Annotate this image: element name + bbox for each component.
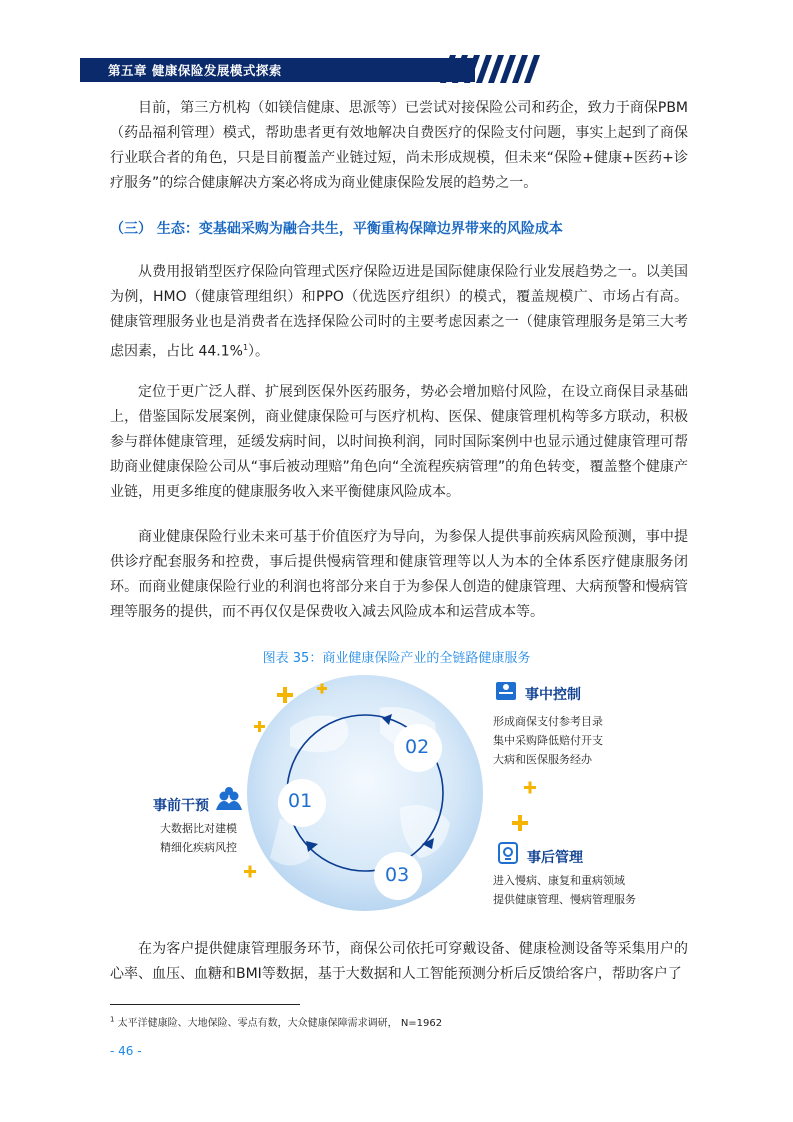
paragraph-managed-care [110,260,688,365]
chapter-title: 第五章 健康保险发展模式探索 [108,63,282,78]
paragraph-managed-care-end: ）。 [248,343,270,360]
stage-03-title: 事后管理 [527,850,583,866]
section-heading: （三） 生态：变基础采购为融合共生，平衡重构保障边界带来的风险成本 [110,221,563,237]
health-service-cycle-diagram [140,668,660,918]
chapter-header-bar [80,58,475,82]
users-icon [216,787,242,810]
stage-03-number: 03 [385,864,410,886]
paragraph-pbm: 目前，第三方机构（如镁信健康、思派等）已尝试对接保险公司和药企，致力于商保PBM（药品福利管理）模式，帮助患者更有效地解决自费医疗的保险支付问题，事实上起到了商保行业联合者的角色，只是目前覆盖产业链过短，尚未形成规模，但未来“保险+健康+医药+诊疗服务”的综合健康解决方案必将成为商业健康保险发展的趋势之一。 [110,100,688,191]
stage-01-line-1: 大数据比对建模 [160,822,237,835]
shield-doc-icon [499,843,517,863]
stage-02-line-2: 集中采购降低赔付开支 [493,734,603,747]
monitor-icon [496,682,516,700]
footnote-number: 1 [110,1015,115,1024]
header-stripes-decoration [440,55,540,83]
paragraph-value-care: 商业健康保险行业未来可基于价值医疗为导向，为参保人提供事前疾病风险预测，事中提供诊疗配套服务和控费，事后提供慢病管理和健康管理等以人为本的全体系医疗健康服务闭环。而商业健康保险行业的利润也将部分来自于为参保人创造的健康管理、大病预警和慢病管理等服务的提供，而不再仅仅是保费收入减去风险成本和运营成本等。 [110,529,688,620]
stage-02-title: 事中控制 [525,687,581,703]
stage-01-title: 事前干预 [153,798,209,814]
stage-03-line-1: 进入慢病、康复和重病领域 [493,874,625,887]
page-number: - 46 - [110,1044,142,1058]
stage-01-number: 01 [288,790,313,812]
stage-02-line-3: 大病和医保服务经办 [493,753,592,766]
stage-02-line-1: 形成商保支付参考目录 [493,715,603,728]
figure-caption: 图表 35：商业健康保险产业的全链路健康服务 [262,651,531,666]
paragraph-wearables: 在为客户提供健康管理服务环节，商保公司依托可穿戴设备、健康检测设备等采集用户的心率、血压、血糖和BMI等数据，基于大数据和人工智能预测分析后反馈给客户，帮助客户了 [110,941,688,982]
footnote-ref: 1 [242,343,249,352]
paragraph-managed-care-text: 从费用报销型医疗保险向管理式医疗保险迈进是国际健康保险行业发展趋势之一。以美国为例，HMO（健康管理组织）和PPO（优选医疗组织）的模式，覆盖规模广、市场占有高。健康管理服务业也是消费者在选择保险公司时的主要考虑因素之一（健康管理服务是第三大考虑因素，占比 44.1% [110,264,688,360]
footnote-divider [110,1004,300,1005]
footnote [110,1014,442,1029]
stage-02-number: 02 [405,736,430,758]
stage-01-line-2: 精细化疾病风控 [160,841,237,854]
stage-03-line-2: 提供健康管理、慢病管理服务 [493,893,636,906]
paragraph-risk-balance: 定位于更广泛人群、扩展到医保外医药服务，势必会增加赔付风险，在设立商保目录基础上，借鉴国际发展案例，商业健康保险可与医疗机构、医保、健康管理机构等多方联动，积极参与群体健康管理，延缓发病时间，以时间换利润，同时国际案例中也显示通过健康管理可帮助商业健康保险公司从“事后被动理赔”角色向“全流程疾病管理”的角色转变，覆盖整个健康产业链，用更多维度的健康服务收入来平衡健康风险成本。 [110,384,688,500]
footnote-text: 太平洋健康险、大地保险、零点有数，大众健康保障需求调研， N=1962 [114,1018,443,1029]
